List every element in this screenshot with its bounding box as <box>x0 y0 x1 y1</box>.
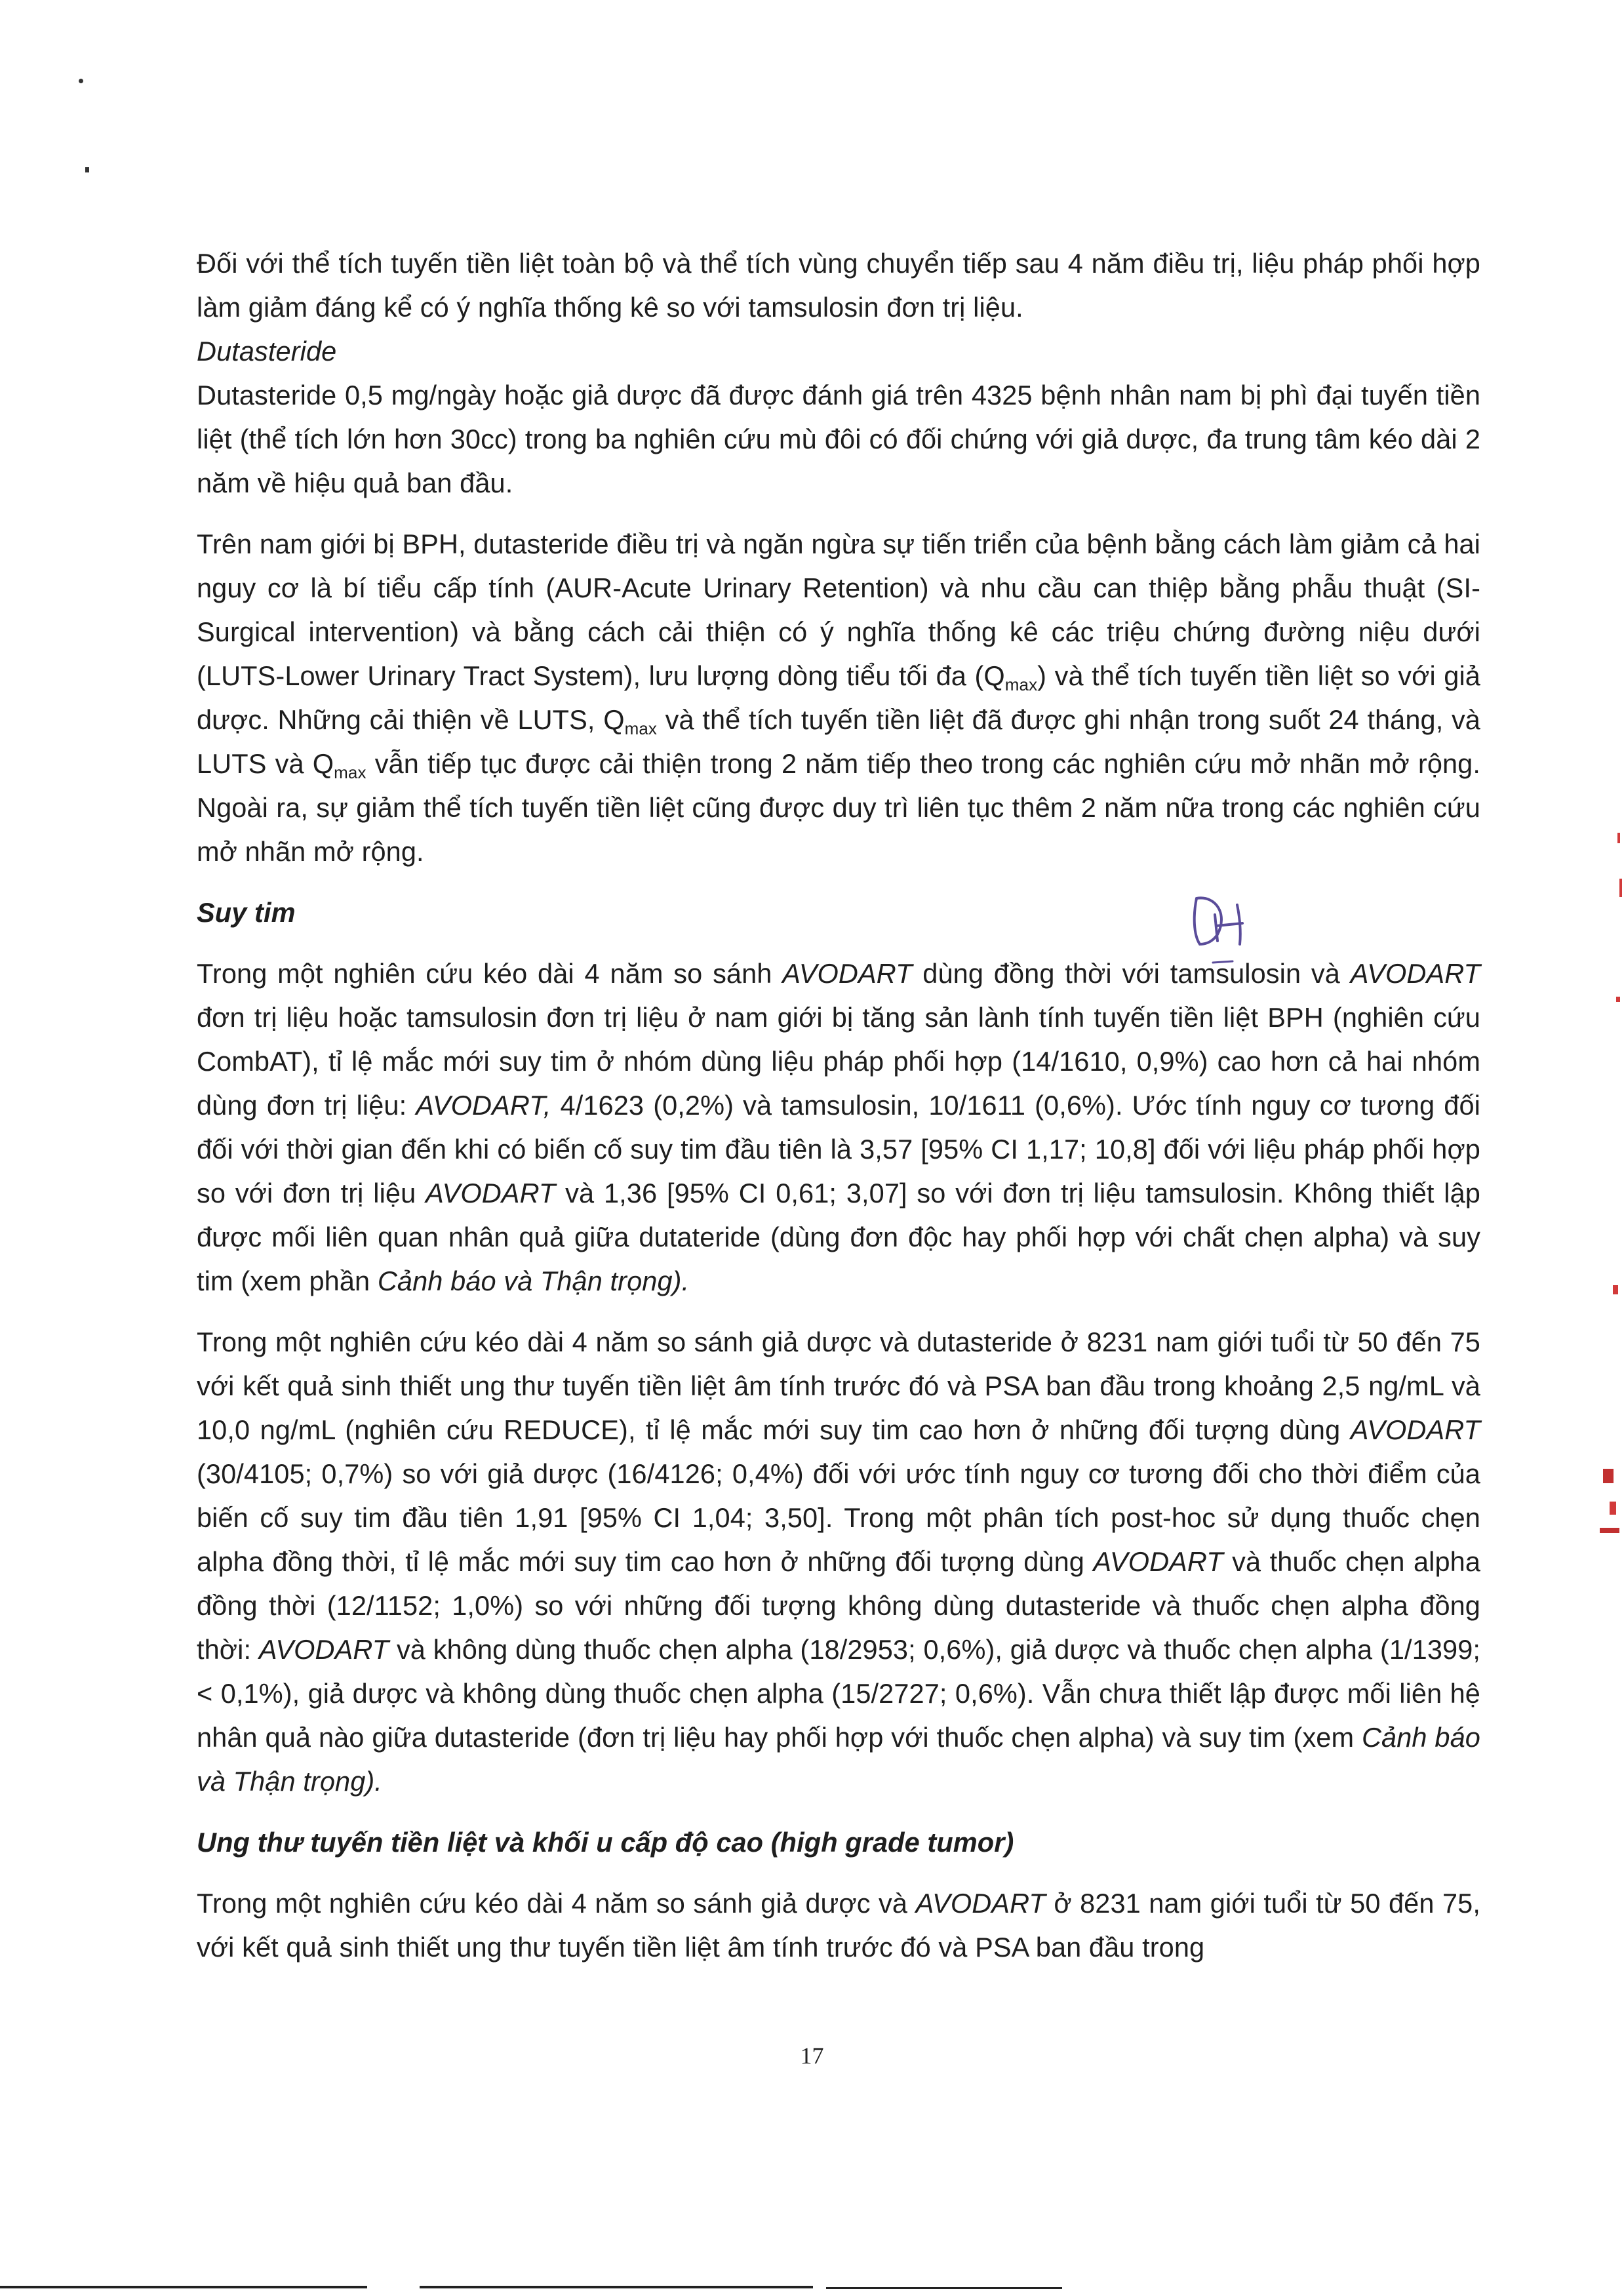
subheading-dutasteride: Dutasteride <box>197 336 337 367</box>
text-run: ở 8231 nam giới tuổi từ 50 đến 75, với kết quả sinh thiết ung thư tuyến tiền liệt âm tính trước đó và PSA ban đầu trong <box>197 1888 1480 1963</box>
bottom-edge-rule <box>420 2286 813 2288</box>
text-run: Trong một nghiên cứu kéo dài 4 năm so sánh <box>197 958 783 989</box>
section-heading-heart-failure: Suy tim <box>197 897 296 928</box>
scan-dot <box>85 167 89 172</box>
qmax-subscript: max <box>1004 675 1038 694</box>
cross-reference: Cảnh báo và Thận trọng). <box>197 1722 1480 1797</box>
scan-dot <box>79 79 83 83</box>
document-body <box>197 241 1480 1969</box>
section-heading-prostate-cancer: Ung thư tuyến tiền liệt và khối u cấp độ cao (high grade tumor) <box>197 1827 1014 1858</box>
drug-name: AVODART <box>1350 1414 1480 1445</box>
scan-mark-red <box>1619 879 1622 897</box>
drug-name: AVODART <box>782 958 913 989</box>
text-run: và thuốc chẹn alpha đồng thời (12/1152; 1,0%) so với những đối tượng không dùng dutasteride và thuốc chẹn alpha đồng thời: <box>197 1546 1480 1665</box>
bottom-edge-rule <box>0 2286 367 2288</box>
paragraph-dutasteride-trials: Dutasteride 0,5 mg/ngày hoặc giả dược đã được đánh giá trên 4325 bệnh nhân nam bị phì đại tuyến tiền liệt (thể tích lớn hơn 30cc) trong ba nghiên cứu mù đôi có đối chứng với giả dược, đa trung tâm kéo dài 2 năm về hiệu quả ban đầu. <box>197 380 1480 498</box>
qmax-symbol: Q <box>603 704 625 735</box>
drug-name: AVODART, <box>416 1090 551 1121</box>
text-run: và thể tích tuyến tiền liệt đã được ghi nhận trong suốt 24 tháng, và LUTS và <box>197 704 1480 779</box>
scan-mark-red <box>1613 1285 1618 1294</box>
scan-mark-red <box>1616 997 1620 1002</box>
text-run: và 1,36 [95% CI 0,61; 3,07] so với đơn trị liệu tamsulosin. Không thiết lập được mối liên quan nhân quả giữa dutateride (dùng đơn độc hay phối hợp với chất chẹn alpha) và suy tim (xem phần <box>197 1178 1480 1296</box>
text-run: vẫn tiếp tục được cải thiện trong 2 năm tiếp theo trong các nghiên cứu mở nhãn mở rộng. Ngoài ra, sự giảm thể tích tuyến tiền liệt cũng được duy trì liên tục thêm 2 năm nữa trong các nghiên cứu mở nhãn mở rộng. <box>197 748 1480 867</box>
paragraph-combat-study <box>197 951 1480 1303</box>
bottom-edge-rule <box>826 2287 1062 2289</box>
paragraph-bph-effects <box>197 522 1480 873</box>
scan-mark-red <box>1617 833 1620 843</box>
text-run: (30/4105; 0,7%) so với giả dược (16/4126; 0,4%) đối với ước tính nguy cơ tương đối cho thời điểm của biến cố suy tim đầu tiên 1,91 [95% CI 1,04; 3,50]. Trong một phân tích post-hoc sử dụng thuốc chẹn alpha đồng thời, tỉ lệ mắc mới suy tim cao hơn ở những đối tượng dùng <box>197 1458 1480 1577</box>
cross-reference: Cảnh báo và Thận trọng). <box>377 1266 690 1296</box>
scan-mark-red <box>1603 1469 1614 1483</box>
scan-mark-red <box>1610 1502 1616 1515</box>
text-run: Trên nam giới bị BPH, dutasteride điều trị và ngăn ngừa sự tiến triển của bệnh bằng cách làm giảm cả hai nguy cơ là bí tiểu cấp tính (AUR-Acute Urinary Retention) và nhu cầu can thiệp bằng phẫu thuật (SI-Surgical intervention) và bằng cách cải thiện có ý nghĩa thống kê các triệu chứng đường niệu dưới (LUTS-Lower Urinary Tract System), lưu lượng dòng tiểu tối đa ( <box>197 528 1480 691</box>
qmax-symbol: Q <box>312 748 334 779</box>
drug-name: AVODART <box>258 1634 389 1665</box>
text-run: và không dùng thuốc chẹn alpha (18/2953; 0,6%), giả dược và thuốc chẹn alpha (1/1399; < 0,1%), giả dược và không dùng thuốc chẹn alpha (15/2727; 0,6%). Vẫn chưa thiết lập được mối liên hệ nhân quả nào giữa dutasteride (đơn trị liệu hay phối hợp với thuốc chẹn alpha) và suy tim (xem <box>197 1634 1480 1753</box>
drug-name: AVODART <box>1093 1546 1223 1577</box>
text-run: dùng đồng thời với tamsulosin và <box>912 958 1351 989</box>
handwritten-initials <box>1177 879 1269 977</box>
qmax-symbol: Q <box>983 660 1005 691</box>
text-run: ) và thể tích tuyến tiền liệt so với giả dược. Những cải thiện về LUTS, <box>197 660 1480 735</box>
scan-mark-red <box>1600 1528 1619 1533</box>
text-run: Trong một nghiên cứu kéo dài 4 năm so sánh giả dược và dutasteride ở 8231 nam giới tuổi từ 50 đến 75 với kết quả sinh thiết ung thư tuyến tiền liệt âm tính trước đó và PSA ban đầu trong khoảng 2,5 ng/mL và 10,0 ng/mL (nghiên cứu REDUCE), tỉ lệ mắc mới suy tim cao hơn ở những đối tượng dùng <box>197 1326 1480 1445</box>
page-number: 17 <box>800 2043 824 2069</box>
qmax-subscript: max <box>334 763 366 782</box>
text-run: Trong một nghiên cứu kéo dài 4 năm so sánh giả dược và <box>197 1888 916 1919</box>
drug-name: AVODART <box>915 1888 1046 1919</box>
qmax-subscript: max <box>624 719 657 738</box>
drug-name: AVODART <box>426 1178 556 1208</box>
drug-name: AVODART <box>1350 958 1480 989</box>
text-run: 4/1623 (0,2%) và tamsulosin, 10/1611 (0,6%). Ước tính nguy cơ tương đối đối với thời gian đến khi có biến cố suy tim đầu tiên là 3,57 [95% CI 1,17; 10,8] đối với liệu pháp phối hợp so với đơn trị liệu <box>197 1090 1480 1208</box>
text-run: đơn trị liệu hoặc tamsulosin đơn trị liệu ở nam giới bị tăng sản lành tính tuyến tiền liệt BPH (nghiên cứu CombAT), tỉ lệ mắc mới suy tim ở nhóm dùng liệu pháp phối hợp (14/1610, 0,9%) cao hơn cả hai nhóm dùng đơn trị liệu: <box>197 1002 1480 1121</box>
paragraph-reduce-study <box>197 1320 1480 1803</box>
paragraph-total-volume: Đối với thể tích tuyến tiền liệt toàn bộ và thể tích vùng chuyển tiếp sau 4 năm điều trị, liệu pháp phối hợp làm giảm đáng kể có ý nghĩa thống kê so với tamsulosin đơn trị liệu. <box>197 248 1480 323</box>
paragraph-prostate-cancer-study <box>197 1881 1480 1969</box>
